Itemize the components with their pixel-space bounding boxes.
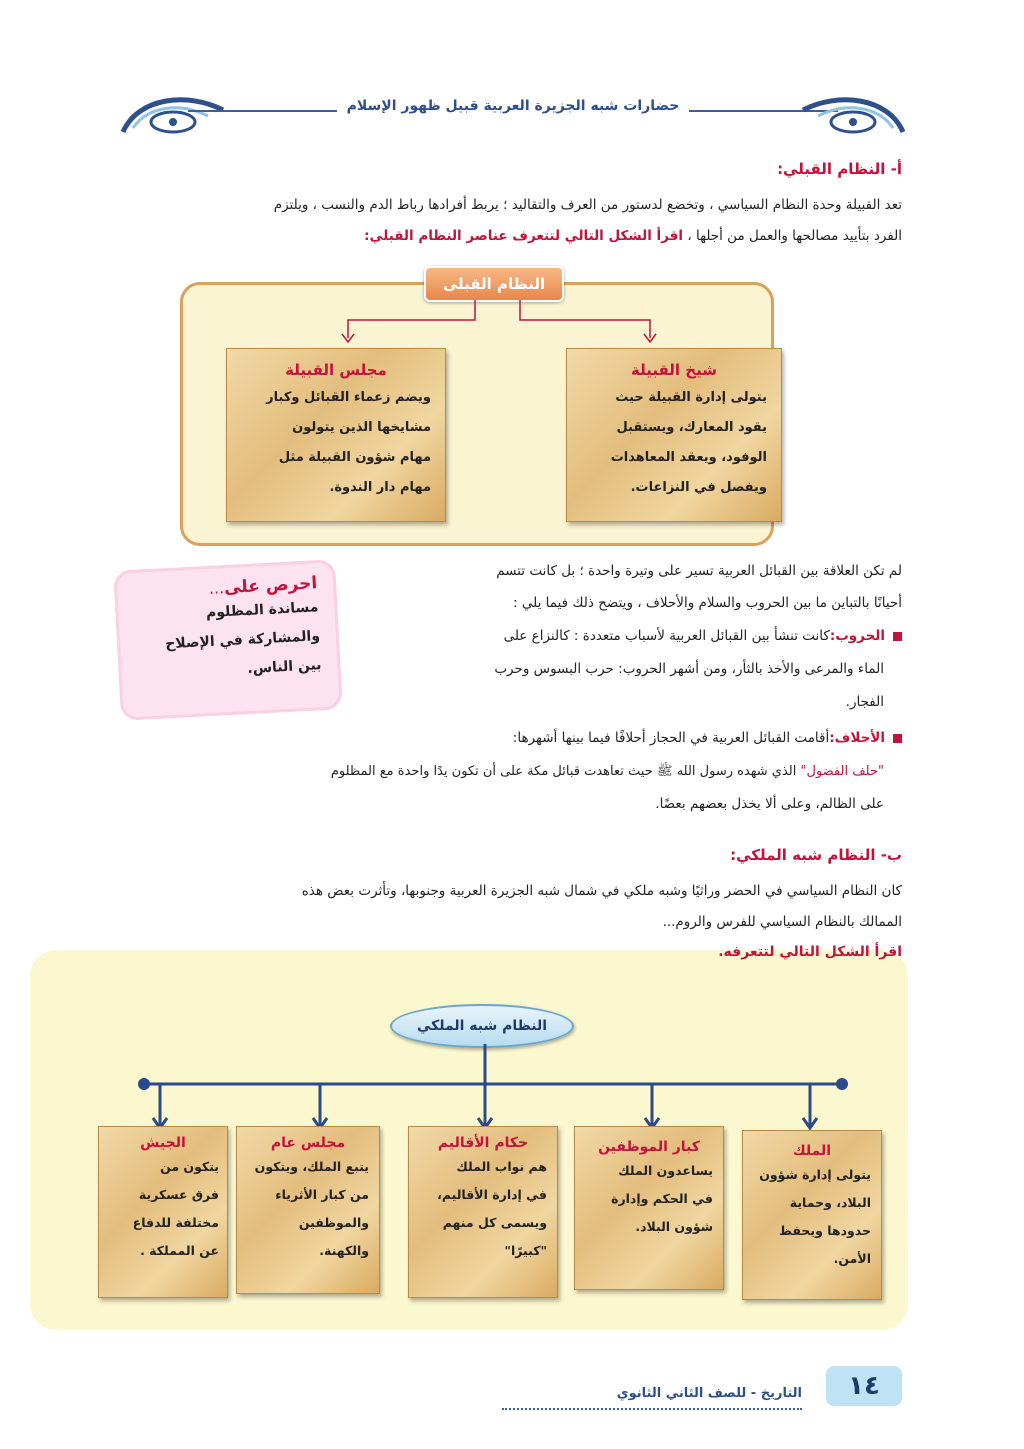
section-b-title: ب- النظام شبه الملكي: (730, 846, 902, 864)
tribe-sheikh-line: ويفصل في النزاعات. (630, 480, 767, 495)
alliances-line-1: أقامت القبائل العربية في الحجاز أحلافًا فيما بينها أشهرها: (512, 730, 830, 746)
card-senior-officials-line: شؤون البلاد. (635, 1219, 713, 1234)
card-general-council-line: والكهنة. (319, 1243, 369, 1258)
section-b-paragraph (120, 876, 902, 938)
card-army-line: فرق عسكرية (138, 1187, 219, 1202)
tribe-council-line: ويضم زعماء القبائل وكبار (266, 390, 431, 405)
card-region-governors-line: هم نواب الملك (456, 1159, 547, 1174)
card-king-title: الملك (792, 1143, 832, 1159)
fudul-line (120, 755, 902, 788)
card-army-line: مختلفة للدفاع (132, 1215, 219, 1230)
remember-dots: ... (208, 578, 225, 598)
card-senior-officials (574, 1126, 724, 1290)
card-region-governors-line: في إدارة الأقاليم، (437, 1187, 547, 1202)
wars-line-3: الفجار. (845, 694, 884, 710)
card-general-council-title: مجلس عام (270, 1135, 346, 1151)
remember-line: بين الناس. (247, 657, 322, 678)
fudul-rest: الذي شهده رسول الله ﷺ حيث تعاهدت قبائل مكة على أن تكون يدًا واحدة مع المظلوم (330, 764, 797, 779)
card-region-governors (408, 1126, 558, 1298)
tribe-council-card (226, 348, 446, 522)
royal-system-title: النظام شبه الملكي (390, 1004, 574, 1048)
card-general-council-line: من كبار الأثرياء (275, 1187, 369, 1202)
card-senior-officials-line: يساعدون الملك (618, 1163, 713, 1178)
card-general-council (236, 1126, 380, 1294)
bullet-square-icon (893, 734, 902, 743)
tribe-sheikh-line: الوفود، ويعقد المعاهدات (610, 450, 767, 465)
bullet-square-icon (893, 632, 902, 641)
tribe-council-line: مشايخها الذين يتولون (292, 420, 431, 435)
section-b-line-2: الممالك بالنظام السياسي للفرس والروم... (662, 914, 902, 930)
wars-item (348, 620, 902, 719)
tribe-council-line: مهام دار الندوة. (329, 480, 431, 495)
diagram1-connectors (330, 296, 670, 346)
section-a-line-2-plain: الفرد بتأييد مصالحها والعمل من أجلها ، (687, 228, 902, 244)
footer-title: التاريخ - للصف الثاني الثانوي (616, 1386, 802, 1401)
wars-label: الحروب: (829, 628, 885, 644)
card-king-line: يتولى إدارة شؤون (759, 1167, 871, 1182)
alliances-label: الأحلاف: (829, 730, 885, 746)
remember-title: احرص على (223, 573, 318, 599)
wars-line-1: كانت تنشأ بين القبائل العربية لأسباب متعددة : كالنزاع على (503, 628, 830, 644)
card-king-line: الأمن. (833, 1251, 871, 1266)
card-army (98, 1126, 228, 1298)
remember-line: مساندة المظلوم (205, 599, 319, 622)
card-king-line: البلاد، وحماية (789, 1195, 871, 1210)
tribal-system-title: النظام القبلى (424, 266, 564, 302)
section-a-line-2 (120, 221, 902, 252)
section-b-line-1: كان النظام السياسي في الحضر وراثيًا وشبه ملكي في شمال شبه الجزيرة العربية وجنوبها، وتأثرت بعض هذه (301, 883, 902, 899)
relations-line-2-wrap (342, 588, 902, 619)
card-army-line: عن المملكة . (140, 1243, 219, 1258)
tribe-sheikh-line: يتولى إدارة القبيلة حيث (615, 390, 767, 405)
relations-line-1: لم تكن العلاقة بين القبائل العربية تسير على وتيرة واحدة ؛ بل كانت تتسم (496, 563, 902, 579)
card-region-governors-line: ويسمى كل منهم (442, 1215, 547, 1230)
alliances-item (120, 722, 902, 821)
page-header (118, 92, 908, 144)
tribe-sheikh-title: شيخ القبيلة (631, 361, 717, 379)
tribe-council-title: مجلس القبيلة (285, 361, 387, 379)
section-a-title: أ- النظام القبلي: (777, 160, 902, 178)
relations-intro (348, 556, 902, 587)
tribe-council-line: مهام شؤون القبيلة مثل (278, 450, 431, 465)
card-region-governors-line: "كبيرًا" (504, 1243, 547, 1258)
section-a-line-1: تعد القبيلة وحدة النظام السياسي ، وتخضع لدستور من العرف والتقاليد ؛ يربط أفرادها رباط الدم والنسب ، ويلتزم (273, 197, 902, 213)
card-army-title: الجيش (140, 1135, 186, 1151)
card-general-council-line: والموظفين (298, 1215, 369, 1230)
header-title: حضارات شبه الجزيرة العربية قبيل ظهور الإسلام (337, 98, 690, 114)
card-senior-officials-title: كبار الموظفين (598, 1139, 700, 1155)
remember-line: والمشاركة في الإصلاح (164, 628, 321, 653)
fudul-quote: "حلف الفضول" (800, 764, 884, 779)
tribe-sheikh-card (566, 348, 782, 522)
section-b-read-instruction: اقرأ الشكل التالي لتتعرفه. (718, 944, 902, 960)
page-number: ١٤ (826, 1366, 902, 1406)
ornament-right-icon (798, 92, 908, 138)
section-a-paragraph (120, 190, 902, 252)
section-a-read-instruction: اقرأ الشكل التالي لتتعرف عناصر النظام القبلي: (364, 228, 684, 244)
fudul-line-2: على الظالم، وعلى ألا يخذل بعضهم بعضًا. (655, 796, 884, 812)
card-senior-officials-line: في الحكم وإدارة (611, 1191, 713, 1206)
wars-line-2: الماء والمرعى والأخذ بالثأر، ومن أشهر الحروب: حرب البسوس وحرب (494, 661, 884, 677)
relations-line-2: أحيانًا بالتباين ما بين الحروب والسلام والأحلاف ، ويتضح ذلك فيما يلي : (513, 595, 902, 611)
card-king (742, 1130, 882, 1300)
tribe-sheikh-text (567, 379, 781, 503)
card-king-line: حدودها ويحفظ (779, 1223, 871, 1238)
tribe-council-text (227, 379, 445, 503)
tribe-sheikh-line: يقود المعارك، ويستقبل (616, 420, 767, 435)
card-army-line: يتكون من (160, 1159, 219, 1174)
footer-rule (502, 1408, 802, 1410)
remember-box (116, 562, 339, 717)
card-general-council-line: يتبع الملك، ويتكون (254, 1159, 369, 1174)
card-region-governors-title: حكام الأقاليم (437, 1135, 529, 1151)
